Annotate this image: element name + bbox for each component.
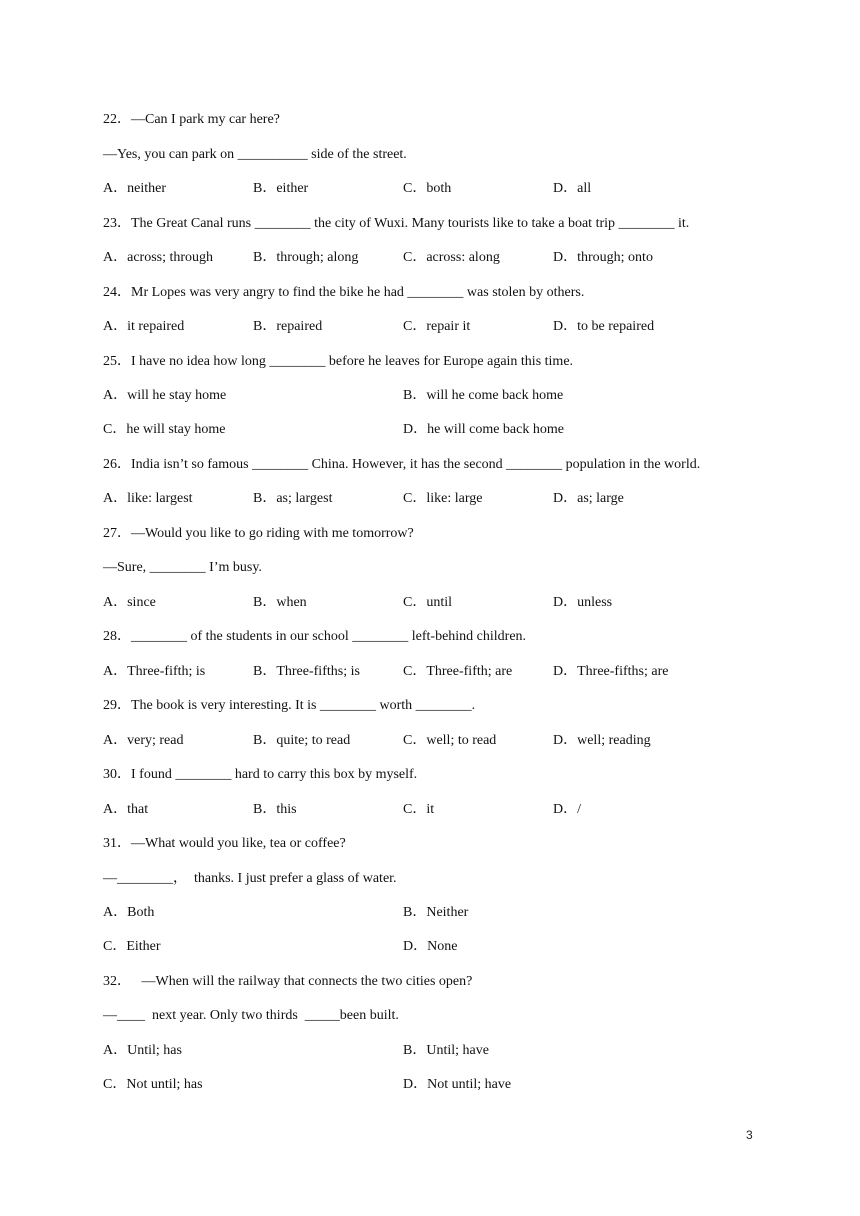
- question-32-stem-line-1: 32． —When will the railway that connects the two cities open?: [103, 974, 473, 989]
- question-31-option-b: B．Neither: [403, 905, 469, 920]
- question-26-option-a: A．like: largest: [103, 491, 193, 506]
- question-23-stem: 23．The Great Canal runs ________ the city of Wuxi. Many tourists like to take a boat trip ________ it.: [103, 216, 690, 231]
- question-32-option-b: B．Until; have: [403, 1043, 489, 1058]
- question-25-option-a: A．will he stay home: [103, 388, 227, 403]
- question-32-option-c: C．Not until; has: [103, 1077, 203, 1092]
- question-29-stem: 29．The book is very interesting. It is ________ worth ________.: [103, 698, 476, 713]
- question-27-option-b: B．when: [253, 595, 307, 610]
- question-32-option-a: A．Until; has: [103, 1043, 182, 1058]
- question-29-option-c: C．well; to read: [403, 733, 497, 748]
- question-24-option-c: C．repair it: [403, 319, 471, 334]
- question-31-option-d: D．None: [403, 939, 458, 954]
- question-23-option-c: C．across: along: [403, 250, 500, 265]
- question-28-option-c: C．Three-fifth; are: [403, 664, 513, 679]
- question-29-option-a: A．very; read: [103, 733, 184, 748]
- question-26-option-c: C．like: large: [403, 491, 483, 506]
- question-30-option-b: B．this: [253, 802, 297, 817]
- question-29-option-b: B．quite; to read: [253, 733, 351, 748]
- question-30-option-c: C．it: [403, 802, 435, 817]
- question-30-stem: 30．I found ________ hard to carry this box by myself.: [103, 767, 418, 782]
- question-27-option-c: C．until: [403, 595, 453, 610]
- question-30-option-d: D．/: [553, 802, 581, 817]
- question-28-stem: 28．________ of the students in our school ________ left-behind children.: [103, 629, 527, 644]
- question-27-option-a: A．since: [103, 595, 156, 610]
- question-27-option-d: D．unless: [553, 595, 613, 610]
- page-number: 3: [746, 1128, 753, 1142]
- question-25-option-b: B．will he come back home: [403, 388, 564, 403]
- question-31-option-a: A．Both: [103, 905, 155, 920]
- question-22-stem-line-1: 22．—Can I park my car here?: [103, 112, 280, 127]
- question-27-stem-line-1: 27．—Would you like to go riding with me tomorrow?: [103, 526, 414, 541]
- question-26-option-d: D．as; large: [553, 491, 624, 506]
- question-28-option-b: B．Three-fifths; is: [253, 664, 360, 679]
- question-28-option-d: D．Three-fifths; are: [553, 664, 669, 679]
- question-25-option-d: D．he will come back home: [403, 422, 564, 437]
- question-31-stem-line-1: 31．—What would you like, tea or coffee?: [103, 836, 346, 851]
- question-25-stem: 25．I have no idea how long ________ before he leaves for Europe again this time.: [103, 354, 574, 369]
- question-22-option-d: D．all: [553, 181, 592, 196]
- question-22-option-a: A．neither: [103, 181, 166, 196]
- question-23-option-d: D．through; onto: [553, 250, 653, 265]
- question-22-option-b: B．either: [253, 181, 309, 196]
- question-29-option-d: D．well; reading: [553, 733, 651, 748]
- question-32-stem-line-2: —____ next year. Only two thirds _____been built.: [103, 1008, 399, 1023]
- question-22-stem-line-2: —Yes, you can park on __________ side of the street.: [103, 147, 407, 162]
- question-32-option-d: D．Not until; have: [403, 1077, 512, 1092]
- question-24-option-a: A．it repaired: [103, 319, 185, 334]
- question-22-option-c: C．both: [403, 181, 452, 196]
- question-28-option-a: A．Three-fifth; is: [103, 664, 206, 679]
- question-23-option-b: B．through; along: [253, 250, 359, 265]
- question-26-stem: 26．India isn’t so famous ________ China. However, it has the second ________ population in the world.: [103, 457, 701, 472]
- question-24-option-b: B．repaired: [253, 319, 323, 334]
- question-27-stem-line-2: —Sure, ________ I’m busy.: [103, 560, 262, 575]
- question-24-option-d: D．to be repaired: [553, 319, 655, 334]
- question-23-option-a: A．across; through: [103, 250, 214, 265]
- question-24-stem: 24．Mr Lopes was very angry to find the bike he had ________ was stolen by others.: [103, 285, 585, 300]
- question-25-option-c: C．he will stay home: [103, 422, 226, 437]
- question-31-stem-line-2: —________， thanks. I just prefer a glass of water.: [103, 871, 397, 886]
- question-30-option-a: A．that: [103, 802, 149, 817]
- question-26-option-b: B．as; largest: [253, 491, 333, 506]
- question-31-option-c: C．Either: [103, 939, 161, 954]
